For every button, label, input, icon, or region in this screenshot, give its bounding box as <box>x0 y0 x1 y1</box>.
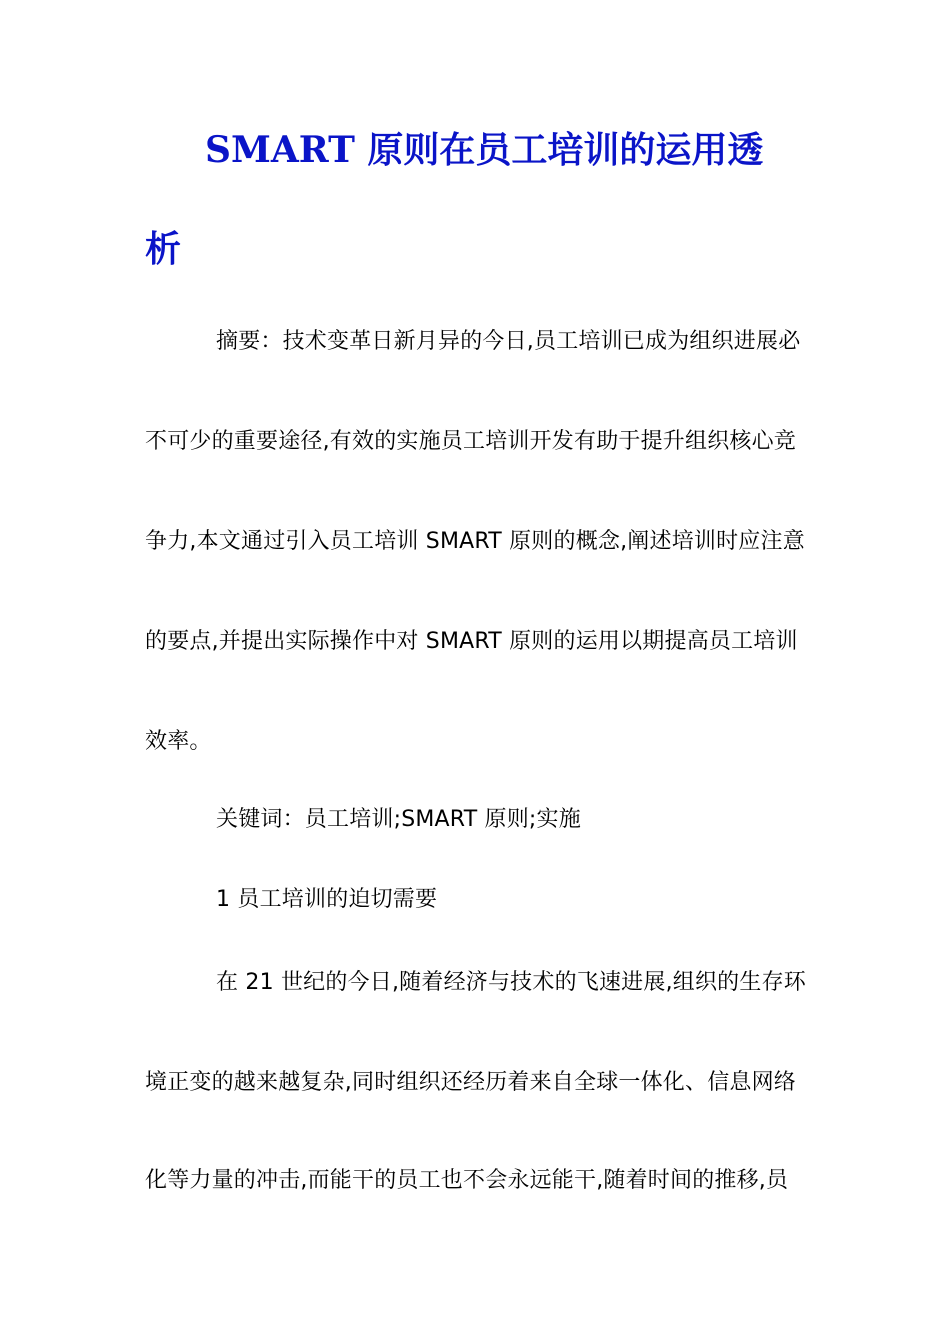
body-paragraph-line: 化等力量的冲击,而能干的员工也不会永远能干,随着时间的推移,员 <box>145 1168 789 1193</box>
abstract-line: 摘要：技术变革日新月异的今日,员工培训已成为组织进展必 <box>216 329 801 354</box>
document-title-line-2: 析 <box>145 228 182 270</box>
keywords-line: 关键词：员工培训;SMART 原则;实施 <box>216 807 581 832</box>
abstract-line: 效率。 <box>145 729 212 754</box>
abstract-line: 不可少的重要途径,有效的实施员工培训开发有助于提升组织核心竞 <box>145 429 796 454</box>
document-title-line-1: SMART 原则在员工培训的运用透 <box>205 129 764 171</box>
body-paragraph-line: 境正变的越来越复杂,同时组织还经历着来自全球一体化、信息网络 <box>145 1070 796 1095</box>
abstract-line: 的要点,并提出实际操作中对 SMART 原则的运用以期提高员工培训 <box>145 629 798 654</box>
body-paragraph-line: 在 21 世纪的今日,随着经济与技术的飞速进展,组织的生存环 <box>216 970 806 995</box>
abstract-line: 争力,本文通过引入员工培训 SMART 原则的概念,阐述培训时应注意 <box>145 529 805 554</box>
section-heading: 1 员工培训的迫切需要 <box>216 887 438 912</box>
